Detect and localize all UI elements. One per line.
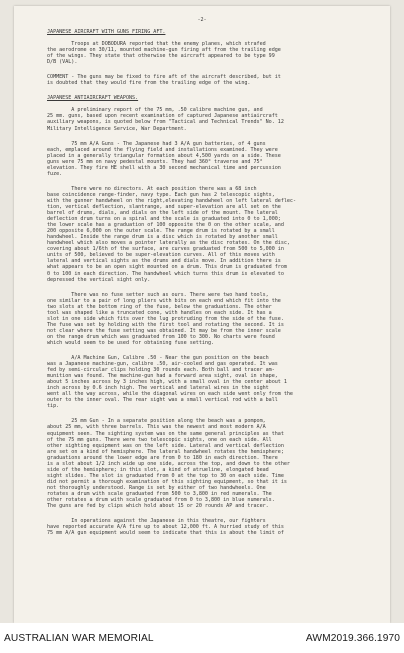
text-line: A/A Machine Gun, Calibre .50 - Near the gun position on the beach — [47, 355, 269, 362]
text-line: 200 opposite 6,000 on the outer scale. The range drum is rotated by a small — [47, 228, 275, 235]
text-line: with the gunner handwheel on the right,elevating handwheel on left lateral deflec- — [47, 197, 297, 204]
text-line: went all the way across, while the diagonal wires on each side went only from the — [47, 391, 293, 398]
text-line: depressed the vertical sight only. — [47, 276, 151, 283]
text-line: 75 mm A/A Guns - The Japanese had 3 A/A gun batteries, of 4 guns — [47, 140, 266, 147]
paragraph — [47, 518, 367, 536]
text-line: on the range drum which was graduated from 100 to 300. No charts were found — [47, 333, 275, 340]
paragraph-spacer — [47, 86, 367, 95]
text-line: auxiliary weapons, is quoted below from "Tactical and Technical Trends" No. 12 — [47, 119, 284, 126]
text-line: lateral and vertical sights as the drums and dials move. In addition there is — [47, 258, 281, 265]
text-line: covering about 1/6th of the surface, are curves graduated from 500 to 5,000 in — [47, 246, 284, 253]
text-line: 25 mm. guns, based upon recent examination of captured Japanese antiaircraft — [47, 113, 278, 120]
text-line: did not permit a thorough examination of this sighting equipment, so that it is — [47, 478, 287, 485]
text-line: D/B (VAL). — [47, 59, 78, 66]
text-line: which would seem to be used for obtaining fuse setting. — [47, 339, 215, 346]
text-line: deflection drum turns on a spiral and the scale is graduated into 0 to 1,000; — [47, 216, 281, 223]
paragraph-spacer — [47, 346, 367, 355]
text-line: handwheel which also moves a pointer laterally as the disc rotates. On the disc, — [47, 240, 290, 247]
paragraph-spacer — [47, 177, 367, 186]
text-line: barrel of drums, dials, and dials on the left side of the mount. The lateral — [47, 210, 278, 217]
paragraph-spacer — [47, 409, 367, 418]
text-line: tip. — [47, 403, 60, 410]
text-line: 75 mm A/A gun equipment would seem to indicate that this is about the limit of — [47, 530, 284, 537]
paragraph — [47, 107, 367, 131]
text-line: The fuse was set by holding with the first tool and rotating the second. It is — [47, 321, 284, 328]
text-line: are set on a kind of hemisphere. The lateral handwheel rotates the hemisphere; — [47, 448, 284, 455]
paragraph-spacer — [47, 132, 367, 141]
text-line: not thoroughly understood. Range is set by either of two handwheels. One — [47, 484, 266, 491]
paragraph-spacer — [47, 283, 367, 292]
text-line: guns were 75 mm on navy pedestal mounts. They had 360° traverse and 75° — [47, 158, 263, 165]
text-line: two slots at the bottom ring of the fuse, below the graduations. The other — [47, 303, 272, 310]
text-line: is doubted that they would fire from the trailing edge of the wing. — [47, 80, 251, 87]
text-line: The guns are fed by clips which hold about 15 or 20 rounds AP and tracer. — [47, 503, 269, 510]
text-line: rotates a drum with scale graduated from 500 to 3,800 in red numerals. The — [47, 491, 272, 497]
text-line: sight slides. The slot is graduated from 0 at the top to 30 on each side. Time — [47, 472, 284, 479]
text-line: slot in one side which fits over the lug protruding from the side of the fuse. — [47, 315, 284, 322]
text-line: JAPANESE ANTIAIRCRAFT WEAPONS. — [47, 95, 139, 102]
text-line: 0 to 100 in each direction. The handwheel which turns this drum is elevated to — [47, 270, 284, 277]
text-line: JAPANESE AIRCRAFT WITH GUNS FIRING AFT. — [47, 29, 166, 35]
paragraph — [47, 355, 367, 409]
footer-institution: AUSTRALIAN WAR MEMORIAL — [4, 632, 154, 644]
text-line: units of 500, believed to be super-elevation curves. All of this moves with — [47, 252, 275, 259]
text-line: equipment seen. The sighting system was on the same general principles as that — [47, 430, 284, 437]
footer-catalogue-number: AWM2019.366.1970 — [305, 632, 400, 644]
text-line: tool was shaped like a truncated cone, with handles on each side. It has a — [47, 309, 272, 316]
text-line: COMMENT - The guns may be fixed to fire aft of the aircraft described, but it — [47, 74, 281, 81]
text-line: placed in a generally triangular formation about 4,500 yards on a side. These — [47, 152, 281, 159]
text-line: each, emplaced around the flying field and installations examined. They were — [47, 146, 278, 153]
archive-footer — [0, 623, 404, 653]
text-line: Military Intelligence Service, War Department. — [47, 125, 187, 132]
paragraph — [47, 74, 367, 86]
text-line: not clear where the fuse setting was obtained. It may be from the inner scale — [47, 327, 281, 334]
text-line: one similar to a pair of long pliers with bits on each end which fit into the — [47, 297, 281, 304]
text-line: what appears to be an open sight mounted on a drum. This drum is graduated from — [47, 264, 287, 271]
text-line: There was no fuse setter such as ours. There were two hand tools, — [47, 291, 269, 298]
document-page — [14, 6, 390, 623]
text-line: other sighting equipment was on the left side. Lateral and vertical deflection — [47, 442, 284, 449]
page-number: -2- — [197, 17, 207, 23]
text-line: of the wings. They state that otherwise the aircraft appeared to be type 99 — [47, 53, 275, 60]
text-line: graduations around the lower edge are from 0 to 180 in each direction. There — [47, 454, 278, 461]
text-line: about 25 mm, with three barrels. This was the newest and most modern A/A — [47, 424, 266, 431]
text-line: There were no directors. At each position there was a 68 inch — [47, 185, 257, 192]
paragraph — [47, 292, 367, 346]
text-line: handwheel. Inside the range drum is a disc which is rotated by another small — [47, 234, 278, 241]
text-line: 25 mm Gun - In a separate position along the beach was a pompom, — [47, 418, 266, 425]
text-line: In operations against the Japanese in this theatre, our fighters — [47, 518, 266, 525]
text-line: fed by semi-circular clips holding 30 rounds each. Both ball and tracer am- — [47, 367, 275, 374]
paragraph — [47, 418, 367, 509]
text-line: A preliminary report of the 75 mm, .50 calibre machine gun, and — [47, 107, 263, 114]
text-line: of the 75 mm guns. There were two telescopic sights, one on each side. All — [47, 436, 272, 443]
paragraph — [47, 141, 367, 177]
paragraph — [47, 186, 367, 283]
paragraph-spacer — [47, 65, 367, 74]
text-line: Troops at DOBODURA reported that the enemy planes, which strafed — [47, 41, 266, 48]
text-line: elevation. They fire HE shell with a 30 second mechanical time and percussion — [47, 164, 281, 171]
text-line: side of the hemisphere; in this slot, a kind of atrueline, elongated bead — [47, 466, 269, 473]
text-line: the lower scale has a graduation of 100 opposite the 0 on the other scale, and — [47, 222, 284, 229]
text-line: is a slot about 1/2 inch wide up one side, across the top, and down to the other — [47, 460, 290, 467]
document-body — [47, 29, 367, 536]
text-line: was a Japanese machine-gun, calibre .50, air-cooled and gas operated. It was — [47, 361, 278, 368]
text-line: munition was found. The machine-gun had a forward area sight, oval in shape, — [47, 373, 278, 380]
text-line: tion, vertical deflection, slantrange, and super-elevation are all set on the — [47, 203, 281, 210]
text-line: fuze. — [47, 170, 63, 177]
text-line: have reported accurate A/A fire up to about 12,000 ft. A hurried study of this — [47, 524, 284, 531]
text-line: base coincidence range-finder, navy type. Each gun has 2 telescopic sights, — [47, 191, 275, 198]
text-line: inch across by 0.6 inch high. The vertical and lateral wires in the sight — [47, 385, 269, 392]
paragraph-spacer — [47, 509, 367, 518]
text-line: about 5 inches across by 3 inches high, with a small oval in the center about 1 — [47, 379, 287, 386]
paragraph — [47, 41, 367, 65]
text-line: other rotates a drum with scale graduated from 0 to 3,800 in blue numerals. — [47, 497, 275, 504]
text-line: outer to the inner oval. The rear sight was a small vertical rod with a ball — [47, 397, 278, 404]
text-line: the aerodrome on 30/11, mounted machine-gun firing aft from the trailing edge — [47, 47, 281, 54]
